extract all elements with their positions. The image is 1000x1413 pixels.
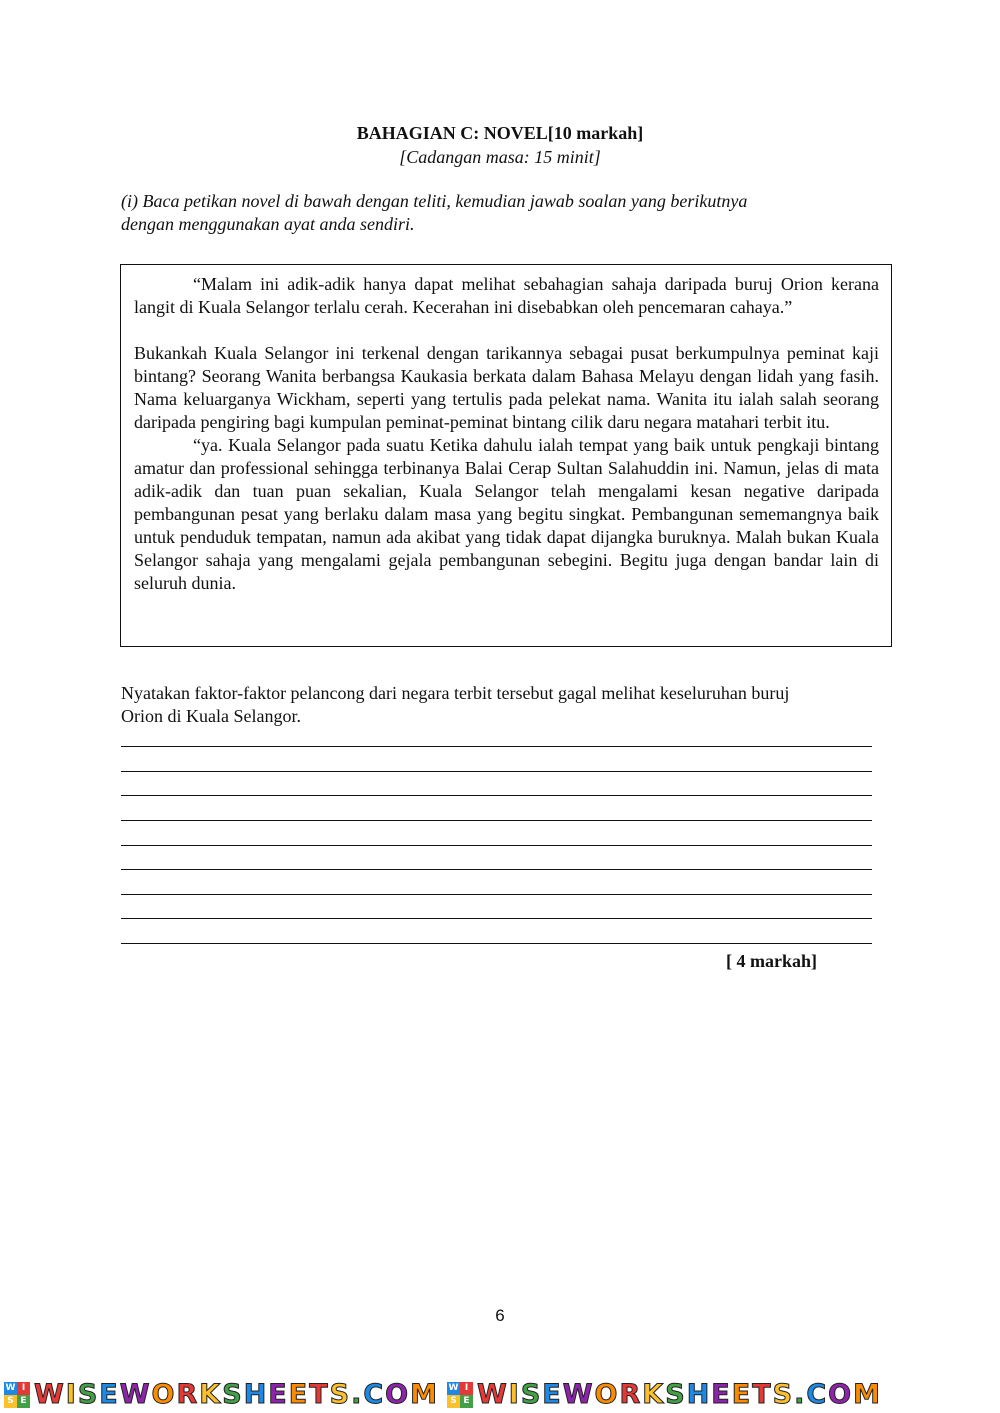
answer-line[interactable] (121, 795, 872, 796)
logo-letter: I (460, 1382, 473, 1395)
watermark-text: WISEWORKSHEETS.COM (477, 1378, 882, 1410)
instruction-text (121, 190, 841, 236)
wiseworksheets-logo-icon (4, 1382, 30, 1408)
answer-line[interactable] (121, 869, 872, 870)
novel-passage-box (120, 264, 892, 647)
page-number: 6 (495, 1306, 505, 1325)
watermark-unit (4, 1380, 439, 1410)
answer-line[interactable] (121, 820, 872, 821)
passage-paragraph-2: Bukankah Kuala Selangor ini terkenal dengan tarikannya sebagai pusat berkumpulnya peminat kaji bintang? Seorang Wanita berbangsa Kaukasia berkata dalam Bahasa Melayu dengan lidah yang fasih. Nama keluarganya Wickham, seperti yang tertulis pada pelekat nama. Wanita itu ialah salah seorang daripada pengiring bagi kumpulan peminat-peminat bintang cilik daru negara matahari terbit itu. (134, 343, 879, 432)
logo-letter: W (448, 1383, 459, 1393)
instruction-line-2: dengan menggunakan ayat anda sendiri. (121, 214, 415, 234)
logo-letter: S (4, 1395, 17, 1408)
marks-label: [ 4 markah] (726, 951, 817, 971)
logo-letter: W (5, 1383, 16, 1393)
section-title: BAHAGIAN C: NOVEL[10 markah] (356, 123, 644, 143)
passage-paragraph-3: “ya. Kuala Selangor pada suatu Ketika dahulu ialah tempat yang baik untuk pengkaji bintang amatur dan professional sehingga terbinanya Balai Cerap Sultan Salahuddin ini. Namun, jelas di mata adik-adik dan tuan puan sekalian, Kuala Selangor telah mengalami kesan negative daripada pembangunan pesat yang berlaku dalam masa yang begitu singkat. Pembangunan sememangnya baik untuk penduduk tempatan, namun ada akibat yang tidak dapat dijangka buruknya. Malah bukan Kuala Selangor sahaja yang mengalami gejala pembangunan sebegini. Begitu juga dengan bandar lain di seluruh dunia. (134, 435, 879, 593)
watermark-banner (0, 1376, 1000, 1413)
question-text (121, 682, 881, 728)
answer-line[interactable] (121, 918, 872, 919)
question-line-2: Orion di Kuala Selangor. (121, 706, 301, 726)
instruction-line-1: (i) Baca petikan novel di bawah dengan teliti, kemudian jawab soalan yang berikutnya (121, 191, 748, 211)
logo-letter: E (17, 1395, 30, 1408)
logo-letter: S (447, 1395, 460, 1408)
watermark-text: WISEWORKSHEETS.COM (34, 1378, 439, 1410)
answer-line[interactable] (121, 771, 872, 772)
answer-line[interactable] (121, 943, 872, 944)
question-line-1: Nyatakan faktor-faktor pelancong dari negara terbit tersebut gagal melihat keseluruhan buruj (121, 683, 790, 703)
answer-line[interactable] (121, 746, 872, 747)
logo-letter: E (460, 1395, 473, 1408)
answer-line[interactable] (121, 894, 872, 895)
watermark-unit (447, 1380, 882, 1410)
answer-line[interactable] (121, 845, 872, 846)
wiseworksheets-logo-icon (447, 1382, 473, 1408)
suggested-time: [Cadangan masa: 15 minit] (399, 147, 601, 167)
passage-paragraph-1: “Malam ini adik-adik hanya dapat melihat sebahagian sahaja daripada buruj Orion kerana langit di Kuala Selangor terlalu cerah. Kecerahan ini disebabkan oleh pencemaran cahaya.” (134, 274, 879, 317)
logo-letter: I (17, 1382, 30, 1395)
